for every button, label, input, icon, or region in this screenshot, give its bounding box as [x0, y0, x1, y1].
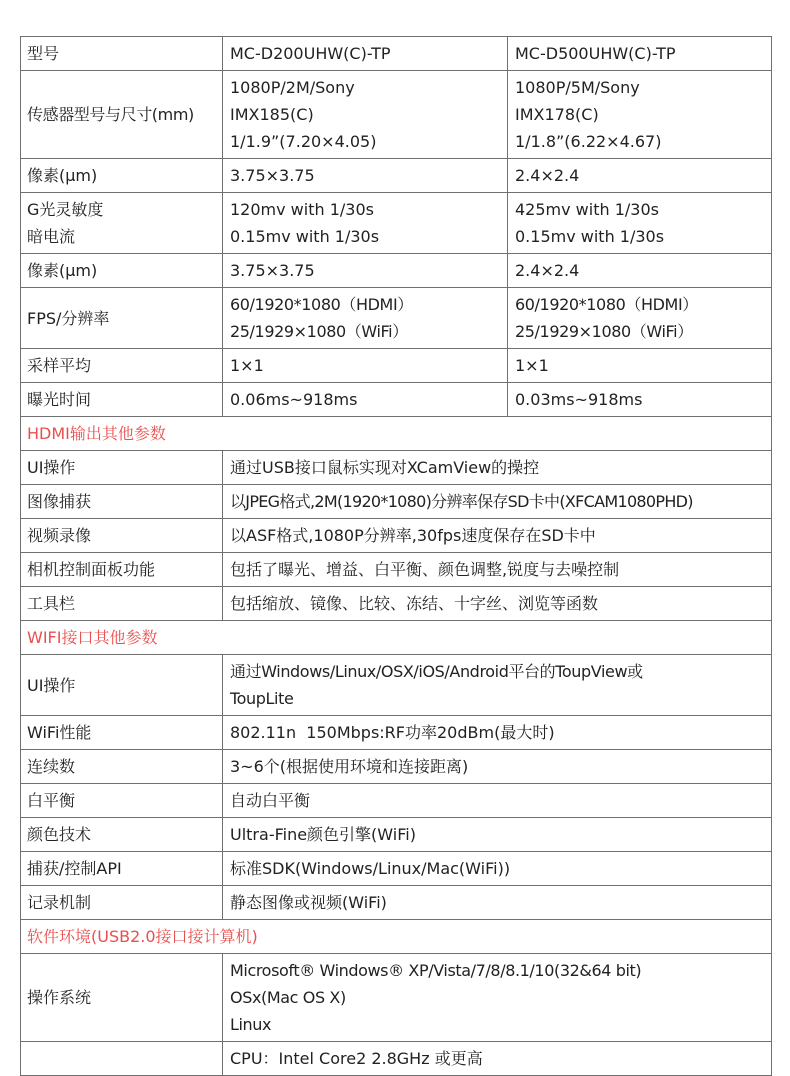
sensitivity-a-cell — [223, 193, 508, 254]
row-value: 通过USB接口鼠标实现对XCamView的操控 — [223, 451, 772, 485]
spec-table — [20, 36, 772, 1076]
sensor-a-line: IMX185(C) — [230, 105, 314, 124]
pixel-row — [21, 254, 772, 288]
sensitivity-label: G光灵敏度 — [27, 200, 104, 219]
wifi-row — [21, 716, 772, 750]
sensor-a-line: 1/1.9”(7.20×4.05) — [230, 132, 377, 151]
row-value-cell — [223, 655, 772, 716]
section-header-row — [21, 621, 772, 655]
row-label: 白平衡 — [21, 784, 223, 818]
row-label — [21, 1042, 223, 1076]
software-section-title: 软件环境(USB2.0接口接计算机) — [21, 920, 772, 954]
fps-a-line: 25/1929×1080（WiFi） — [230, 322, 408, 341]
pixel-b: 2.4×2.4 — [508, 254, 772, 288]
row-value-line: 通过Windows/Linux/OSX/iOS/Android平台的ToupView或 — [230, 662, 643, 681]
row-value-line: ToupLite — [230, 689, 294, 708]
sensor-a-cell — [223, 71, 508, 159]
section-header-row — [21, 417, 772, 451]
sensor-b-line: 1080P/5M/Sony — [515, 78, 640, 97]
sensor-b-line: IMX178(C) — [515, 105, 599, 124]
row-value: 802.11n 150Mbps:RF功率20dBm(最大时) — [223, 716, 772, 750]
row-value: 包括缩放、镜像、比较、冻结、十字丝、浏览等函数 — [223, 587, 772, 621]
row-label: 操作系统 — [21, 954, 223, 1042]
fps-row — [21, 288, 772, 349]
model-label: 型号 — [21, 37, 223, 71]
row-label: 捕获/控制API — [21, 852, 223, 886]
sensor-a-line: 1080P/2M/Sony — [230, 78, 355, 97]
fps-b-line: 60/1920*1080（HDMI） — [515, 295, 698, 314]
dark-current-label: 暗电流 — [27, 227, 76, 246]
wifi-row — [21, 852, 772, 886]
row-value-line: OSx(Mac OS X) — [230, 988, 346, 1007]
hdmi-row — [21, 587, 772, 621]
fps-b-cell — [508, 288, 772, 349]
pixel-row — [21, 159, 772, 193]
wifi-section-title: WIFI接口其他参数 — [21, 621, 772, 655]
cpu-row — [21, 1042, 772, 1076]
wifi-row — [21, 750, 772, 784]
fps-a-cell — [223, 288, 508, 349]
row-value: 包括了曝光、增益、白平衡、颜色调整,锐度与去噪控制 — [223, 553, 772, 587]
hdmi-row — [21, 485, 772, 519]
sensor-b-line: 1/1.8”(6.22×4.67) — [515, 132, 662, 151]
sensitivity-a-line: 0.15mv with 1/30s — [230, 227, 380, 246]
hdmi-row — [21, 451, 772, 485]
row-value: 静态图像或视频(WiFi) — [223, 886, 772, 920]
exposure-row — [21, 383, 772, 417]
table-header-row — [21, 37, 772, 71]
exposure-label: 曝光时间 — [21, 383, 223, 417]
wifi-ui-row — [21, 655, 772, 716]
pixel-label: 像素(µm) — [21, 159, 223, 193]
hdmi-section-title: HDMI输出其他参数 — [21, 417, 772, 451]
wifi-row — [21, 886, 772, 920]
row-value-line: Linux — [230, 1015, 272, 1034]
row-label: 连续数 — [21, 750, 223, 784]
pixel-b: 2.4×2.4 — [508, 159, 772, 193]
exposure-b: 0.03ms~918ms — [508, 383, 772, 417]
binning-label: 采样平均 — [21, 349, 223, 383]
pixel-label: 像素(µm) — [21, 254, 223, 288]
hdmi-row — [21, 553, 772, 587]
row-value: 以ASF格式,1080P分辨率,30fps速度保存在SD卡中 — [223, 519, 772, 553]
row-label: 视频录像 — [21, 519, 223, 553]
sensor-label: 传感器型号与尺寸(mm) — [21, 71, 223, 159]
fps-label: FPS/分辨率 — [21, 288, 223, 349]
sensor-row — [21, 71, 772, 159]
sensitivity-b-cell — [508, 193, 772, 254]
hdmi-row — [21, 519, 772, 553]
exposure-a: 0.06ms~918ms — [223, 383, 508, 417]
row-label: UI操作 — [21, 655, 223, 716]
row-label: 记录机制 — [21, 886, 223, 920]
row-value: Ultra-Fine颜色引擎(WiFi) — [223, 818, 772, 852]
binning-a: 1×1 — [223, 349, 508, 383]
row-label: 图像捕获 — [21, 485, 223, 519]
sensitivity-label-cell — [21, 193, 223, 254]
row-label: 颜色技术 — [21, 818, 223, 852]
fps-a-line: 60/1920*1080（HDMI） — [230, 295, 413, 314]
row-label: WiFi性能 — [21, 716, 223, 750]
row-value: 以JPEG格式,2M(1920*1080)分辨率保存SD卡中(XFCAM1080PHD) — [223, 485, 772, 519]
row-value-line: Microsoft® Windows® XP/Vista/7/8/8.1/10(32&64 bit) — [230, 961, 642, 980]
pixel-a: 3.75×3.75 — [223, 254, 508, 288]
wifi-row — [21, 818, 772, 852]
row-value: CPU：Intel Core2 2.8GHz 或更高 — [223, 1042, 772, 1076]
sensitivity-row — [21, 193, 772, 254]
sensor-b-cell — [508, 71, 772, 159]
fps-b-line: 25/1929×1080（WiFi） — [515, 322, 693, 341]
binning-row — [21, 349, 772, 383]
model-b: MC-D500UHW(C)-TP — [508, 37, 772, 71]
row-label: 工具栏 — [21, 587, 223, 621]
sensitivity-b-line: 425mv with 1/30s — [515, 200, 659, 219]
row-label: 相机控制面板功能 — [21, 553, 223, 587]
row-label: UI操作 — [21, 451, 223, 485]
row-value-cell — [223, 954, 772, 1042]
sensitivity-a-line: 120mv with 1/30s — [230, 200, 374, 219]
model-a: MC-D200UHW(C)-TP — [223, 37, 508, 71]
wifi-row — [21, 784, 772, 818]
binning-b: 1×1 — [508, 349, 772, 383]
os-row — [21, 954, 772, 1042]
pixel-a: 3.75×3.75 — [223, 159, 508, 193]
row-value: 3~6个(根据使用环境和连接距离) — [223, 750, 772, 784]
row-value: 标准SDK(Windows/Linux/Mac(WiFi)) — [223, 852, 772, 886]
section-header-row — [21, 920, 772, 954]
row-value: 自动白平衡 — [223, 784, 772, 818]
sensitivity-b-line: 0.15mv with 1/30s — [515, 227, 665, 246]
